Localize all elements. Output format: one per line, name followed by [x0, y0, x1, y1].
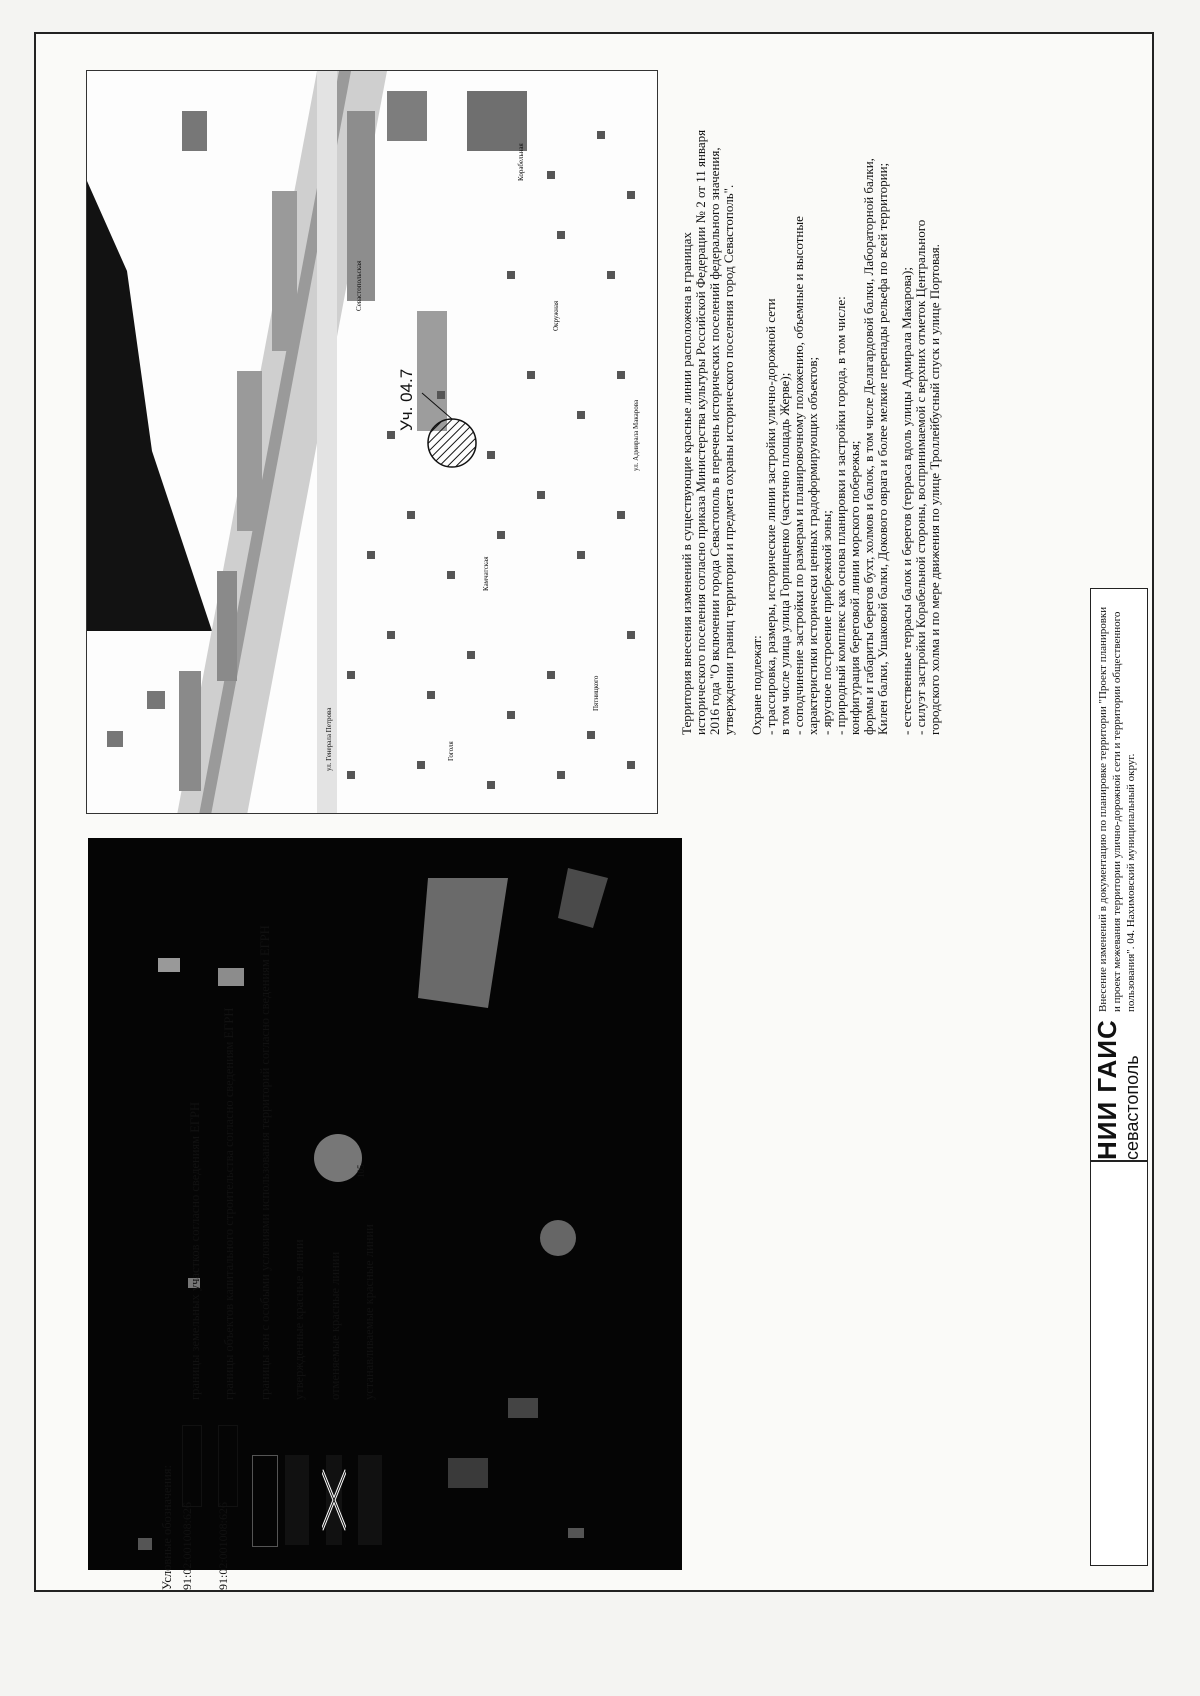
- list-item: - естественные террасы балок и берегов (терраса вдоль улицы Адмирала Макарова);: [899, 267, 914, 735]
- list-item: - соподчинение застройки по размерам и планировочному положению, объемные и высотные: [791, 216, 806, 735]
- description-line: исторического поселения согласно приказа Министерства культуры Российской Федерации № 2 от 11 января: [693, 129, 708, 735]
- legend-approved-lines-symbol: [285, 1455, 309, 1545]
- street-label: Корабельная: [517, 143, 525, 181]
- title-block-divider: [1091, 1160, 1147, 1162]
- list-item: - ярусное построение прибрежной зоны;: [819, 510, 834, 735]
- street-label: Окружная: [552, 300, 560, 331]
- legend-building-code: 91:02:001008:626: [216, 1501, 230, 1590]
- legend-item: утвержденные красные линии: [292, 1239, 306, 1400]
- aerial-building-number: 105: [356, 1164, 366, 1178]
- logo-main: НИИ ГАИС: [1092, 1019, 1122, 1160]
- legend-item: границы зон с особыми условиями использования территорий согласно сведениям ЕГРН: [258, 925, 272, 1400]
- list-item: - природный комплекс как основа планировки и застройки города, в том числе:: [833, 296, 848, 735]
- description-heading: Охране подлежат:: [749, 635, 764, 735]
- legend-item: отменяемые красные линии: [328, 1251, 342, 1400]
- legend-new-lines-symbol: [358, 1455, 382, 1545]
- street-label: Гоголя: [447, 741, 455, 761]
- street-label: Камчатская: [482, 556, 490, 591]
- park-area: [87, 181, 212, 631]
- legend-building-symbol: [218, 1425, 238, 1507]
- aerial-photo-graphic: [88, 838, 682, 1570]
- title-block-text: [1096, 607, 1138, 1012]
- parcel-04-7-marker: [428, 419, 476, 467]
- legend-parcel-code: 91:02:001008:626: [180, 1501, 194, 1590]
- list-item: характеристики исторически ценных градоформирующих объектов;: [805, 356, 820, 735]
- aerial-photo: [88, 838, 682, 1570]
- description-line: 2016 года "О включении города Севастополь в перечень исторических поселений федерального значения,: [707, 147, 722, 735]
- list-item: Килен балки, Ушаковой балки, Докового оврага и более мелкие перепады рельефа по всей территории;: [875, 162, 890, 735]
- title-block-line: и проект межевания территории улично-дорожной сети и территории общественного: [1111, 611, 1123, 1012]
- description-line: Территория внесения изменений в существующие красные линии расположена в границах: [679, 232, 694, 735]
- legend-item: границы земельных участков согласно сведениям ЕГРН: [188, 1101, 202, 1400]
- description-intro: [680, 55, 736, 735]
- title-block-line: пользования". 04. Нахимовский муниципальный округ.: [1125, 753, 1137, 1012]
- parcel-label: Уч. 04.7: [397, 368, 416, 431]
- legend-parcel-symbol: [182, 1425, 202, 1507]
- city-map-fragment: [86, 70, 658, 814]
- legend-cancelled-lines-symbol: [322, 1455, 346, 1545]
- logo-city: севастополь: [1122, 1055, 1142, 1160]
- legend-item: устанавливаемые красные линии: [362, 1224, 376, 1400]
- description-line: утверждении границ территории и предмета охраны исторического поселения город Севастополь".: [721, 184, 736, 735]
- street-label: Севастопольская: [355, 260, 363, 311]
- title-block-line: Внесение изменений в документацию по планировке территории "Проект планировки: [1097, 606, 1109, 1012]
- list-item: городского холма и по мере движения по улице Троллейбусный спуск и улице Портовая.: [927, 244, 942, 735]
- list-item: - трассировка, размеры, исторические линии застройки улично-дорожной сети: [763, 298, 778, 735]
- legend-item: границы объектов капитального строительства согласно сведениям ЕГРН: [222, 1007, 236, 1400]
- legend-zone-symbol: [252, 1455, 278, 1547]
- list-item: в том числе улица улица Горпищенко (частично площадь Жерве);: [777, 372, 792, 735]
- legend-title: Условные обозначения:: [160, 1464, 174, 1590]
- street-label: ул. Адмирала Макарова: [632, 399, 640, 471]
- list-item: конфигурация береговой линии морского побережья;: [847, 440, 862, 735]
- list-item: - силуэт застройки Корабельной стороны, воспринимаемой с верхних отметок Центрального: [913, 219, 928, 735]
- list-item: формы и габариты берегов бухт, холмов и балок, в том числе Делагардовой балки, Лабораторной балки,: [861, 158, 876, 735]
- street-label: Пятницкого: [592, 675, 600, 711]
- street-label: ул. Генерала Петрова: [325, 707, 333, 771]
- city-map-graphic: [87, 71, 658, 814]
- description-protection-list: [750, 55, 942, 735]
